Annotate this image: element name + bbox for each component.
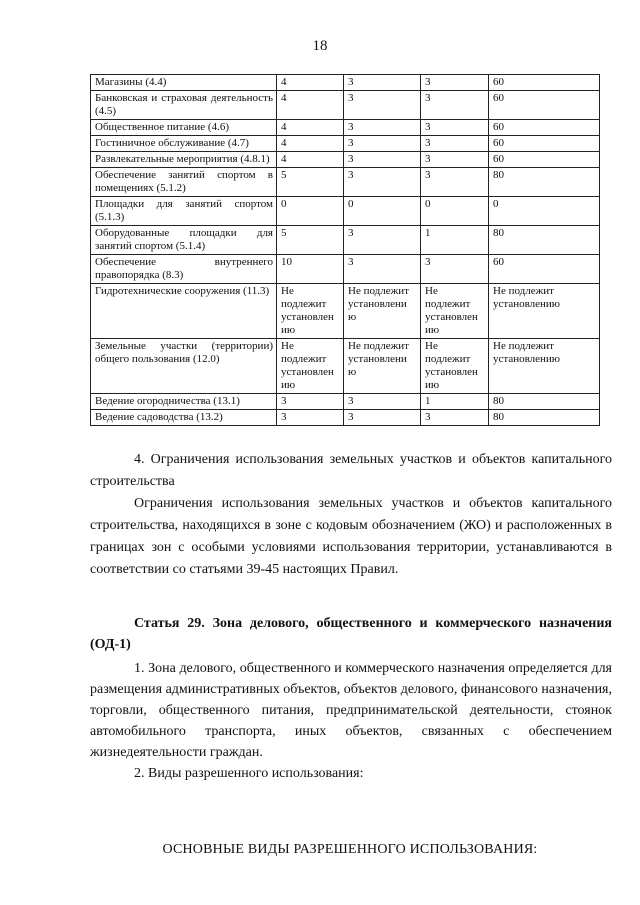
table-cell-land-use: Гостиничное обслуживание (4.7): [91, 136, 277, 152]
table-cell-value: 80: [489, 226, 600, 255]
table-row: [91, 120, 600, 136]
table-cell-value: 3: [421, 255, 489, 284]
table-cell-value: 3: [421, 75, 489, 91]
table-row: [91, 284, 600, 339]
table-cell-value: 3: [344, 255, 421, 284]
table-row: [91, 152, 600, 168]
table-row: [91, 168, 600, 197]
table-cell-value: 3: [344, 168, 421, 197]
table-row: [91, 136, 600, 152]
table-cell-value: 4: [277, 136, 344, 152]
table-cell-value: Не подлежит установлен ию: [421, 284, 489, 339]
table-cell-value: 3: [344, 75, 421, 91]
table-cell-value: 60: [489, 91, 600, 120]
table-cell-value: 60: [489, 152, 600, 168]
section-4-text: Ограничения использования земельных участков и объектов капитального строительства, находящихся в зоне с кодовым обозначением (ЖО) и расположенных в границах зон с особыми условиями использования территории, устанавливаются в соответствии со статьями 39-45 настоящих Правил.: [90, 496, 612, 577]
table-cell-land-use: Земельные участки (территории) общего пользования (12.0): [91, 339, 277, 394]
article-29-paragraph-1: 1. Зона делового, общественного и коммерческого назначения определяется для размещения административных объектов, объектов делового, финансового назначения, торговли, общественного питания, предпринимательской деятельности, стоянок автомобильного транспорта, иных объектов, связанных с обеспечением жизнедеятельности граждан.: [90, 661, 612, 760]
table-row: [91, 75, 600, 91]
table-cell-value: Не подлежит установлени ю: [344, 284, 421, 339]
table-cell-value: 5: [277, 168, 344, 197]
table-row: [91, 226, 600, 255]
table-cell-land-use: Гидротехнические сооружения (11.3): [91, 284, 277, 339]
table-cell-value: 60: [489, 75, 600, 91]
table-cell-value: 1: [421, 394, 489, 410]
section-4-heading: 4. Ограничения использования земельных участков и объектов капитального строительства: [90, 452, 612, 489]
table-cell-value: 60: [489, 255, 600, 284]
table-cell-value: 3: [344, 394, 421, 410]
table-cell-value: 5: [277, 226, 344, 255]
table-cell-value: 3: [421, 410, 489, 426]
article-29-heading: Статья 29. Зона делового, общественного и коммерческого назначения (ОД-1): [90, 616, 612, 652]
table-cell-land-use: Общественное питание (4.6): [91, 120, 277, 136]
table-cell-value: 60: [489, 136, 600, 152]
table-cell-value: 3: [344, 91, 421, 120]
table-cell-value: 80: [489, 410, 600, 426]
table-cell-value: 4: [277, 120, 344, 136]
table-row: [91, 255, 600, 284]
table-cell-value: 3: [344, 226, 421, 255]
table-cell-value: 4: [277, 75, 344, 91]
table-cell-value: 3: [421, 136, 489, 152]
table-cell-value: 60: [489, 120, 600, 136]
article-29-paragraph-2: 2. Виды разрешенного использования:: [134, 766, 364, 781]
table-cell-land-use: Обеспечение занятий спортом в помещениях (5.1.2): [91, 168, 277, 197]
table-cell-value: 3: [277, 394, 344, 410]
table-cell-value: 10: [277, 255, 344, 284]
table-cell-value: Не подлежит установлен ию: [421, 339, 489, 394]
table-row: [91, 197, 600, 226]
table-cell-value: 3: [344, 120, 421, 136]
table-row: [91, 91, 600, 120]
table-cell-value: 80: [489, 168, 600, 197]
table-cell-value: 4: [277, 91, 344, 120]
table-cell-land-use: Ведение садоводства (13.2): [91, 410, 277, 426]
table-row: [91, 394, 600, 410]
table-cell-value: Не подлежит установлен ию: [277, 339, 344, 394]
table-cell-value: 3: [421, 168, 489, 197]
section-title: ОСНОВНЫЕ ВИДЫ РАЗРЕШЕННОГО ИСПОЛЬЗОВАНИЯ:: [162, 842, 538, 857]
table-cell-value: 0: [421, 197, 489, 226]
table-cell-value: Не подлежит установлен ию: [277, 284, 344, 339]
land-use-table: [90, 74, 600, 426]
table-cell-value: 80: [489, 394, 600, 410]
table-row: [91, 410, 600, 426]
table-cell-land-use: Площадки для занятий спортом (5.1.3): [91, 197, 277, 226]
table-cell-value: 3: [344, 136, 421, 152]
table-cell-value: 3: [421, 91, 489, 120]
article-29: [90, 613, 612, 784]
table-cell-value: Не подлежит установлению: [489, 339, 600, 394]
table-cell-land-use: Банковская и страховая деятельность (4.5): [91, 91, 277, 120]
table-cell-value: 4: [277, 152, 344, 168]
table-cell-value: 3: [344, 152, 421, 168]
table-row: [91, 339, 600, 394]
section-4: [90, 449, 612, 581]
page-number: 18: [312, 38, 328, 54]
table-cell-land-use: Ведение огородничества (13.1): [91, 394, 277, 410]
table-cell-value: 0: [489, 197, 600, 226]
table-cell-value: 1: [421, 226, 489, 255]
table-cell-value: Не подлежит установлени ю: [344, 339, 421, 394]
table-cell-value: Не подлежит установлению: [489, 284, 600, 339]
table-cell-value: 0: [344, 197, 421, 226]
table-cell-value: 3: [421, 152, 489, 168]
table-cell-value: 3: [421, 120, 489, 136]
table-cell-land-use: Развлекательные мероприятия (4.8.1): [91, 152, 277, 168]
table-cell-land-use: Обеспечение внутреннего правопорядка (8.3): [91, 255, 277, 284]
table-cell-value: 3: [344, 410, 421, 426]
table-cell-land-use: Оборудованные площадки для занятий спортом (5.1.4): [91, 226, 277, 255]
table-body: [91, 75, 600, 426]
table-cell-value: 0: [277, 197, 344, 226]
table-cell-value: 3: [277, 410, 344, 426]
table-cell-land-use: Магазины (4.4): [91, 75, 277, 91]
